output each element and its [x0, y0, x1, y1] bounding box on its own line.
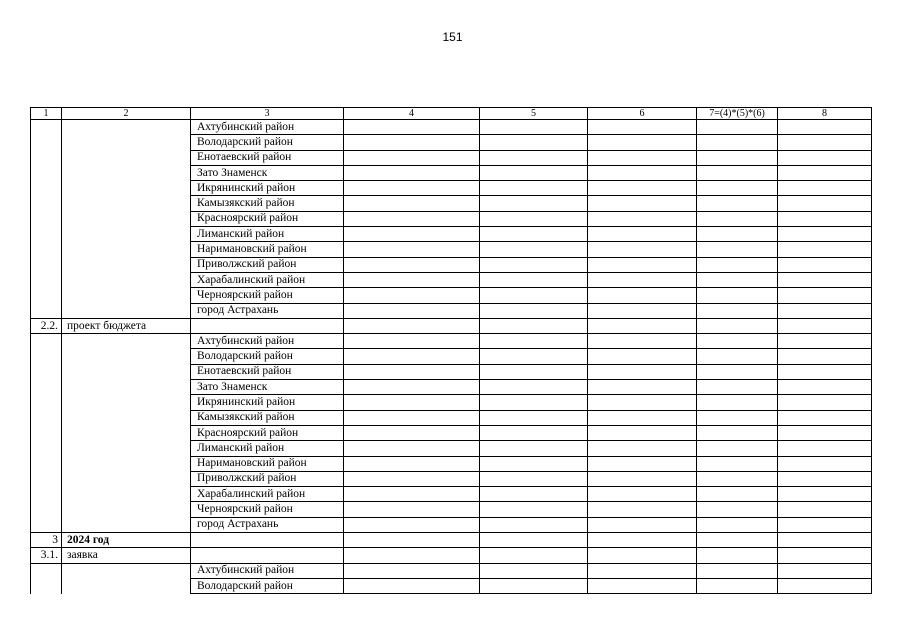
empty-label-cell [62, 471, 191, 486]
value-cell [480, 502, 588, 517]
value-cell [697, 242, 778, 257]
district-name: Наримановский район [191, 242, 344, 257]
district-name: Зато Знаменск [191, 165, 344, 180]
value-cell [697, 334, 778, 349]
value-cell [480, 548, 588, 563]
empty-number-cell [31, 257, 62, 272]
value-cell [344, 120, 480, 135]
empty-label-cell [62, 563, 191, 578]
district-name: Лиманский район [191, 227, 344, 242]
value-cell [480, 120, 588, 135]
district-row [31, 242, 872, 257]
district-row [31, 227, 872, 242]
value-cell [697, 196, 778, 211]
value-cell [697, 120, 778, 135]
value-cell [588, 425, 697, 440]
value-cell [778, 288, 872, 303]
value-cell [480, 227, 588, 242]
district-row [31, 380, 872, 395]
value-cell [480, 150, 588, 165]
column-header: 4 [344, 108, 480, 120]
value-cell [588, 257, 697, 272]
district-row [31, 211, 872, 226]
empty-label-cell [62, 456, 191, 471]
value-cell [480, 380, 588, 395]
district-name: Лиманский район [191, 441, 344, 456]
value-cell [480, 318, 588, 333]
district-name: Енотаевский район [191, 150, 344, 165]
district-name: Камызякский район [191, 196, 344, 211]
value-cell [697, 349, 778, 364]
empty-label-cell [62, 334, 191, 349]
value-cell [344, 533, 480, 548]
value-cell [778, 318, 872, 333]
empty-number-cell [31, 303, 62, 318]
value-cell [191, 533, 344, 548]
value-cell [480, 471, 588, 486]
value-cell [588, 349, 697, 364]
empty-number-cell [31, 364, 62, 379]
district-row [31, 395, 872, 410]
empty-number-cell [31, 517, 62, 532]
value-cell [344, 318, 480, 333]
value-cell [344, 349, 480, 364]
district-name: Красноярский район [191, 211, 344, 226]
empty-number-cell [31, 410, 62, 425]
value-cell [588, 288, 697, 303]
column-header: 7=(4)*(5)*(6) [697, 108, 778, 120]
district-name: Харабалинский район [191, 487, 344, 502]
value-cell [344, 456, 480, 471]
value-cell [697, 380, 778, 395]
value-cell [697, 425, 778, 440]
value-cell [778, 380, 872, 395]
value-cell [480, 533, 588, 548]
empty-label-cell [62, 181, 191, 196]
value-cell [344, 242, 480, 257]
value-cell [778, 227, 872, 242]
value-cell [344, 502, 480, 517]
empty-number-cell [31, 563, 62, 578]
value-cell [480, 364, 588, 379]
value-cell [588, 211, 697, 226]
empty-number-cell [31, 150, 62, 165]
value-cell [778, 334, 872, 349]
district-name: Енотаевский район [191, 364, 344, 379]
district-name: Харабалинский район [191, 272, 344, 287]
value-cell [778, 364, 872, 379]
value-cell [480, 165, 588, 180]
value-cell [191, 318, 344, 333]
value-cell [588, 441, 697, 456]
district-row [31, 196, 872, 211]
value-cell [697, 364, 778, 379]
empty-number-cell [31, 196, 62, 211]
column-header: 1 [31, 108, 62, 120]
value-cell [344, 563, 480, 578]
value-cell [344, 578, 480, 593]
section-row [31, 318, 872, 333]
district-row [31, 150, 872, 165]
empty-number-cell [31, 135, 62, 150]
value-cell [588, 517, 697, 532]
empty-label-cell [62, 303, 191, 318]
column-header: 5 [480, 108, 588, 120]
empty-label-cell [62, 502, 191, 517]
value-cell [480, 257, 588, 272]
value-cell [778, 257, 872, 272]
district-name: Володарский район [191, 349, 344, 364]
value-cell [344, 211, 480, 226]
empty-number-cell [31, 288, 62, 303]
empty-label-cell [62, 135, 191, 150]
value-cell [588, 578, 697, 593]
empty-label-cell [62, 349, 191, 364]
value-cell [344, 364, 480, 379]
value-cell [344, 196, 480, 211]
value-cell [778, 487, 872, 502]
district-row [31, 517, 872, 532]
value-cell [344, 395, 480, 410]
empty-number-cell [31, 441, 62, 456]
value-cell [778, 563, 872, 578]
value-cell [778, 165, 872, 180]
district-row [31, 578, 872, 593]
value-cell [588, 395, 697, 410]
empty-label-cell [62, 410, 191, 425]
district-row [31, 334, 872, 349]
empty-label-cell [62, 196, 191, 211]
district-name: Икрянинский район [191, 181, 344, 196]
value-cell [588, 410, 697, 425]
value-cell [588, 242, 697, 257]
value-cell [778, 578, 872, 593]
value-cell [778, 181, 872, 196]
value-cell [588, 150, 697, 165]
value-cell [344, 548, 480, 563]
empty-number-cell [31, 395, 62, 410]
value-cell [697, 272, 778, 287]
value-cell [480, 487, 588, 502]
empty-label-cell [62, 227, 191, 242]
value-cell [778, 303, 872, 318]
value-cell [697, 410, 778, 425]
section-label: заявка [62, 548, 191, 563]
district-name: Зато Знаменск [191, 380, 344, 395]
empty-label-cell [62, 211, 191, 226]
value-cell [344, 334, 480, 349]
district-name: Володарский район [191, 135, 344, 150]
district-row [31, 349, 872, 364]
value-cell [480, 395, 588, 410]
value-cell [480, 272, 588, 287]
value-cell [588, 563, 697, 578]
district-name: Наримановский район [191, 456, 344, 471]
district-row [31, 502, 872, 517]
value-cell [344, 410, 480, 425]
value-cell [344, 425, 480, 440]
empty-number-cell [31, 242, 62, 257]
empty-number-cell [31, 578, 62, 593]
value-cell [344, 181, 480, 196]
value-cell [588, 227, 697, 242]
empty-label-cell [62, 425, 191, 440]
value-cell [588, 533, 697, 548]
value-cell [697, 502, 778, 517]
value-cell [697, 257, 778, 272]
value-cell [778, 533, 872, 548]
empty-label-cell [62, 517, 191, 532]
empty-number-cell [31, 487, 62, 502]
district-row [31, 425, 872, 440]
value-cell [697, 288, 778, 303]
value-cell [778, 211, 872, 226]
section-label: проект бюджета [62, 318, 191, 333]
empty-number-cell [31, 227, 62, 242]
empty-number-cell [31, 334, 62, 349]
empty-number-cell [31, 181, 62, 196]
district-row [31, 272, 872, 287]
value-cell [588, 456, 697, 471]
empty-number-cell [31, 502, 62, 517]
district-row [31, 471, 872, 486]
value-cell [480, 181, 588, 196]
district-name: Красноярский район [191, 425, 344, 440]
value-cell [344, 257, 480, 272]
value-cell [480, 517, 588, 532]
value-cell [697, 487, 778, 502]
value-cell [480, 242, 588, 257]
empty-label-cell [62, 395, 191, 410]
empty-label-cell [62, 150, 191, 165]
district-row [31, 181, 872, 196]
value-cell [480, 456, 588, 471]
value-cell [588, 120, 697, 135]
value-cell [344, 517, 480, 532]
value-cell [697, 181, 778, 196]
district-name: Ахтубинский район [191, 120, 344, 135]
district-name: Камызякский район [191, 410, 344, 425]
value-cell [697, 533, 778, 548]
value-cell [697, 165, 778, 180]
value-cell [588, 364, 697, 379]
value-cell [697, 517, 778, 532]
section-row [31, 533, 872, 548]
district-row [31, 441, 872, 456]
value-cell [344, 288, 480, 303]
section-number: 3 [31, 533, 62, 548]
value-cell [697, 548, 778, 563]
district-row [31, 410, 872, 425]
value-cell [480, 196, 588, 211]
value-cell [344, 150, 480, 165]
value-cell [588, 165, 697, 180]
value-cell [480, 410, 588, 425]
value-cell [344, 380, 480, 395]
value-cell [588, 502, 697, 517]
value-cell [697, 150, 778, 165]
budget-table [30, 107, 872, 594]
value-cell [697, 303, 778, 318]
district-row [31, 563, 872, 578]
value-cell [588, 303, 697, 318]
district-row [31, 257, 872, 272]
empty-number-cell [31, 272, 62, 287]
value-cell [588, 487, 697, 502]
value-cell [344, 471, 480, 486]
empty-label-cell [62, 578, 191, 593]
value-cell [778, 150, 872, 165]
section-number: 2.2. [31, 318, 62, 333]
value-cell [588, 135, 697, 150]
page-number: 151 [442, 30, 463, 44]
empty-label-cell [62, 288, 191, 303]
district-row [31, 288, 872, 303]
value-cell [778, 242, 872, 257]
value-cell [588, 548, 697, 563]
value-cell [588, 272, 697, 287]
district-name: Черноярский район [191, 502, 344, 517]
value-cell [697, 395, 778, 410]
empty-label-cell [62, 257, 191, 272]
value-cell [778, 395, 872, 410]
column-number-row [31, 108, 872, 120]
empty-label-cell [62, 242, 191, 257]
value-cell [588, 380, 697, 395]
value-cell [778, 425, 872, 440]
value-cell [588, 196, 697, 211]
value-cell [480, 334, 588, 349]
value-cell [778, 120, 872, 135]
empty-number-cell [31, 120, 62, 135]
value-cell [480, 211, 588, 226]
value-cell [778, 441, 872, 456]
value-cell [778, 135, 872, 150]
value-cell [588, 318, 697, 333]
value-cell [697, 471, 778, 486]
section-number: 3.1. [31, 548, 62, 563]
empty-number-cell [31, 471, 62, 486]
empty-number-cell [31, 380, 62, 395]
district-row [31, 456, 872, 471]
value-cell [344, 227, 480, 242]
value-cell [480, 425, 588, 440]
empty-number-cell [31, 425, 62, 440]
column-header: 8 [778, 108, 872, 120]
value-cell [697, 135, 778, 150]
district-name: Приволжский район [191, 471, 344, 486]
district-row [31, 165, 872, 180]
district-name: Черноярский район [191, 288, 344, 303]
column-header: 2 [62, 108, 191, 120]
section-row [31, 548, 872, 563]
district-row [31, 135, 872, 150]
value-cell [778, 410, 872, 425]
value-cell [344, 165, 480, 180]
value-cell [480, 135, 588, 150]
empty-number-cell [31, 349, 62, 364]
value-cell [778, 471, 872, 486]
value-cell [697, 456, 778, 471]
empty-label-cell [62, 441, 191, 456]
value-cell [697, 318, 778, 333]
value-cell [778, 196, 872, 211]
value-cell [697, 441, 778, 456]
column-header: 3 [191, 108, 344, 120]
district-name: город Астрахань [191, 303, 344, 318]
empty-label-cell [62, 364, 191, 379]
value-cell [480, 578, 588, 593]
empty-label-cell [62, 272, 191, 287]
district-row [31, 303, 872, 318]
value-cell [697, 227, 778, 242]
value-cell [480, 563, 588, 578]
value-cell [778, 272, 872, 287]
value-cell [480, 288, 588, 303]
value-cell [588, 471, 697, 486]
district-row [31, 487, 872, 502]
value-cell [588, 181, 697, 196]
value-cell [778, 502, 872, 517]
district-name: Икрянинский район [191, 395, 344, 410]
value-cell [191, 548, 344, 563]
empty-label-cell [62, 487, 191, 502]
value-cell [480, 349, 588, 364]
empty-number-cell [31, 211, 62, 226]
value-cell [344, 441, 480, 456]
district-name: Ахтубинский район [191, 334, 344, 349]
value-cell [588, 334, 697, 349]
value-cell [778, 548, 872, 563]
value-cell [778, 517, 872, 532]
empty-number-cell [31, 456, 62, 471]
district-name: город Астрахань [191, 517, 344, 532]
district-name: Ахтубинский район [191, 563, 344, 578]
value-cell [778, 456, 872, 471]
empty-label-cell [62, 380, 191, 395]
value-cell [344, 303, 480, 318]
district-name: Володарский район [191, 578, 344, 593]
value-cell [480, 441, 588, 456]
district-row [31, 120, 872, 135]
value-cell [344, 135, 480, 150]
value-cell [697, 211, 778, 226]
value-cell [344, 487, 480, 502]
district-row [31, 364, 872, 379]
district-name: Приволжский район [191, 257, 344, 272]
column-header: 6 [588, 108, 697, 120]
empty-number-cell [31, 165, 62, 180]
empty-label-cell [62, 165, 191, 180]
empty-label-cell [62, 120, 191, 135]
value-cell [778, 349, 872, 364]
section-label: 2024 год [62, 533, 191, 548]
value-cell [697, 578, 778, 593]
value-cell [697, 563, 778, 578]
value-cell [344, 272, 480, 287]
value-cell [480, 303, 588, 318]
